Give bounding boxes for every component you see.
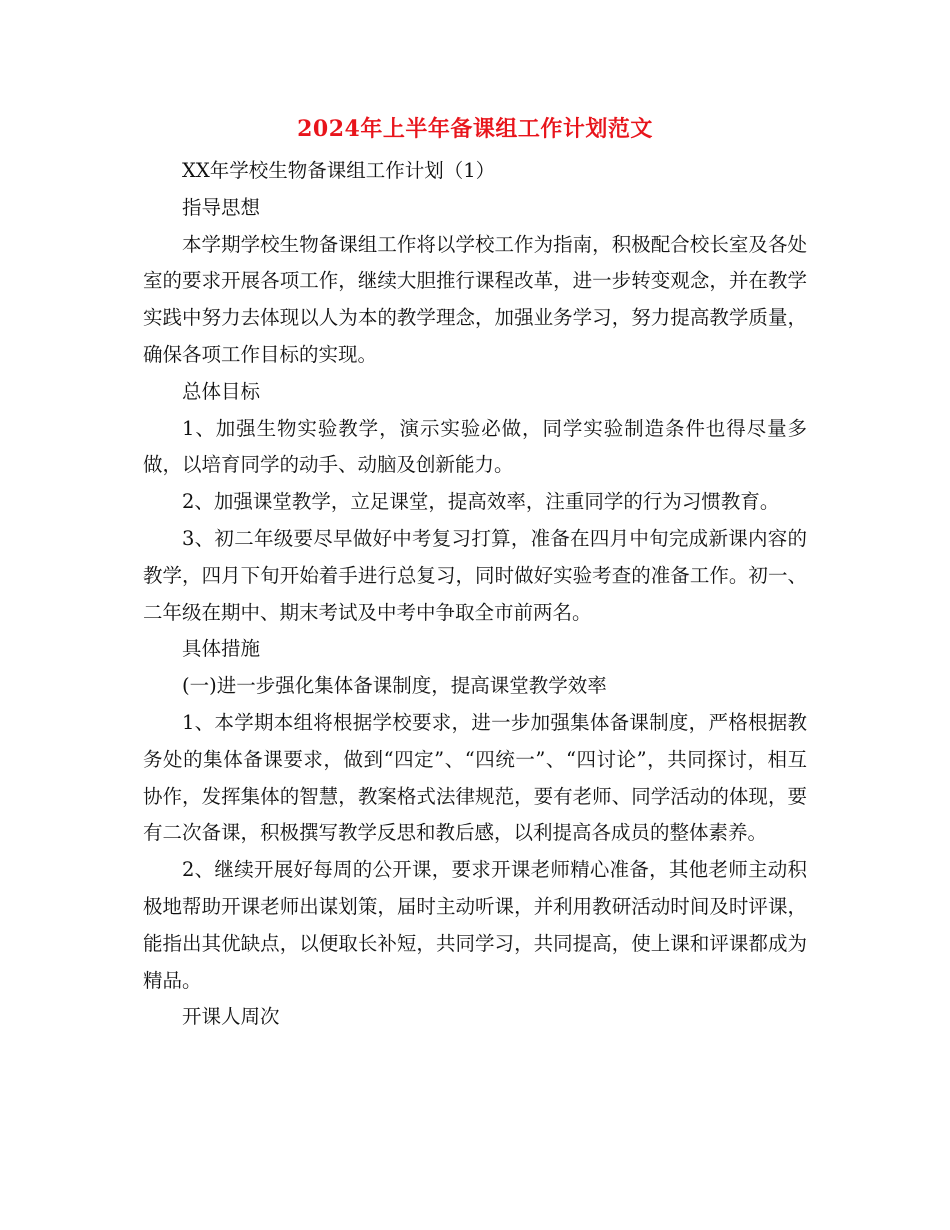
paragraph-measures-heading: 具体措施 (182, 637, 261, 661)
paragraph-schedule-heading: 开课人周次 (182, 1005, 280, 1029)
paragraph-measure-section-1: (一)进一步强化集体备课制度，提高课堂教学效率 (182, 674, 607, 698)
paragraph-goal-2: 2、加强课堂教学，立足课堂，提高效率，注重同学的行为习惯教育。 (182, 490, 780, 514)
paragraph-measure-2: 2、继续开展好每周的公开课，要求开课老师精心准备，其他老师主动积极地帮助开课老师出谋划策，届时主动听课，并利用教研活动时间及时评课，能指出其优缺点，以便取长补短，共同学习，共同提高，使上课和评课都成为精品。 (143, 858, 807, 992)
paragraph-plan-heading: XX年学校生物备课组工作计划（1） (182, 159, 496, 182)
paragraph-measure-1: 1、本学期本组将根据学校要求，进一步加强集体备课制度，严格根据教务处的集体备课要求，做到“四定”、“四统一”、“四讨论”，共同探讨，相互协作，发挥集体的智慧，教案格式法律规范，要有老师、同学活动的体现，要有二次备课，积极撰写教学反思和教后感，以利提高各成员的整体素养。 (143, 710, 807, 845)
paragraph-goal-1: 1、加强生物实验教学，演示实验必做，同学实验制造条件也得尽量多做，以培育同学的动手、动脑及创新能力。 (143, 416, 807, 477)
paragraph-guiding-thought: 本学期学校生物备课组工作将以学校工作为指南，积极配合校长室及各处室的要求开展各项工作，继续大胆推行课程改革，进一步转变观念，并在教学实践中努力去体现以人为本的教学理念，加强业务学习，努力提高教学质量，确保各项工作目标的实现。 (143, 232, 807, 366)
document-title: 2024年上半年备课组工作计划范文 (297, 116, 653, 142)
paragraph-guiding-thought-heading: 指导思想 (182, 195, 261, 219)
paragraph-goal-3: 3、初二年级要尽早做好中考复习打算，准备在四月中旬完成新课内容的教学，四月下旬开始着手进行总复习，同时做好实验考查的准备工作。初一、二年级在期中、期末考试及中考中争取全市前两名。 (143, 526, 807, 624)
paragraph-overall-goal-heading: 总体目标 (182, 379, 261, 403)
document-body (143, 153, 807, 1036)
